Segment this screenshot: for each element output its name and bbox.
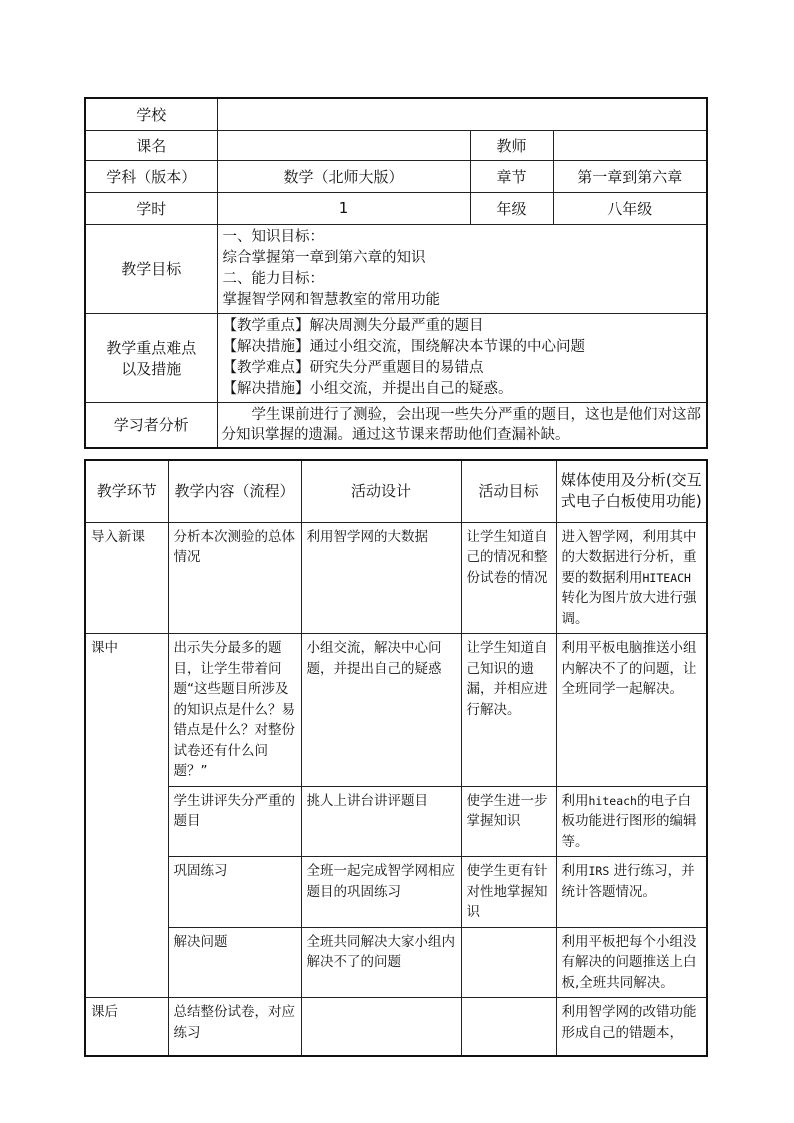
analysis-text: 学生课前进行了测验，会出现一些失分严重的题目，这也是他们对这部分知识掌握的遗漏。通过这节课来帮助他们查漏补缺。 — [221, 406, 701, 443]
keypoint-line: 【教学重点】解决周测失分最严重的题目 — [222, 317, 484, 334]
goal-line: 一、知识目标： — [222, 228, 324, 245]
media-text: 的电子白板功能进行图形的编辑等。 — [561, 792, 697, 850]
goals-content — [217, 224, 707, 313]
process-row-review — [85, 786, 707, 857]
keypoints-row — [85, 313, 707, 402]
content-cell: 总结整份试卷，对应练习 — [168, 998, 301, 1056]
goal-cell: 让学生知道自己知识的遗漏，并相应进行解决。 — [461, 634, 556, 787]
design-cell: 挑人上讲台讲评题目 — [301, 786, 461, 857]
stage-cell: 课中 — [85, 634, 168, 998]
design-cell: 利用智学网的大数据 — [301, 522, 461, 634]
media-cell — [556, 857, 707, 928]
goal-cell: 使学生进一步掌握知识 — [461, 786, 556, 857]
stage-cell: 导入新课 — [85, 522, 168, 634]
media-text: 利用平板把每个小组没有解决的问题推送上白板,全班共同解决。 — [561, 933, 697, 991]
keypoint-line: 【教学难点】研究失分严重题目的易错点 — [222, 359, 484, 376]
media-text: 利用平板电脑推送小组内解决不了的问题，让全班同学一起解决。 — [561, 640, 697, 697]
header-stage: 教学环节 — [85, 460, 168, 522]
design-cell: 全班一起完成智学网相应题目的巩固练习 — [301, 857, 461, 928]
media-text: 利用 — [561, 792, 589, 809]
teacher-value — [553, 130, 707, 160]
media-text: 转化为图片放大进行强调。 — [561, 590, 697, 627]
goals-label: 教学目标 — [85, 224, 217, 313]
grade-value: 八年级 — [553, 192, 707, 224]
media-text: 进入智学网，利用其中的大数据进行分析，重要的数据利用 — [561, 528, 697, 586]
design-cell: 小组交流，解决中心问题，并提出自己的疑惑 — [301, 634, 461, 787]
subject-row — [85, 160, 707, 192]
content-cell: 巩固练习 — [168, 857, 301, 928]
media-text: 进行练习，并统计答题情况。 — [561, 863, 695, 900]
media-cell — [556, 786, 707, 857]
header-goal: 活动目标 — [461, 460, 556, 522]
goals-row — [85, 224, 707, 313]
chapter-label: 章节 — [470, 160, 553, 192]
keypoints-label-line: 教学重点难点 — [106, 338, 197, 357]
teaching-process-table — [84, 459, 708, 1057]
media-tool: HITEACH — [642, 570, 691, 585]
content-cell: 学生讲评失分严重的题目 — [168, 786, 301, 857]
design-cell — [301, 998, 461, 1056]
keypoints-label-line: 以及措施 — [121, 359, 182, 378]
media-cell — [556, 998, 707, 1056]
media-cell — [556, 522, 707, 634]
hours-label: 学时 — [85, 192, 217, 224]
grade-label: 年级 — [470, 192, 553, 224]
keypoint-line: 【解决措施】通过小组交流，围绕解决本节课的中心问题 — [222, 338, 585, 355]
lesson-info-table — [84, 97, 708, 449]
goal-cell: 使学生更有针对性地掌握知识 — [461, 857, 556, 928]
subject-value: 数学（北师大版） — [217, 160, 470, 192]
goal-line: 二、能力目标： — [222, 270, 324, 287]
analysis-label: 学习者分析 — [85, 402, 217, 448]
header-media: 媒体使用及分析(交互式电子白板使用功能) — [556, 460, 707, 522]
header-design: 活动设计 — [301, 460, 461, 522]
goal-cell — [461, 998, 556, 1056]
goal-cell — [461, 927, 556, 998]
analysis-row — [85, 402, 707, 448]
school-label: 学校 — [85, 98, 217, 130]
media-text: 利用 — [561, 863, 589, 879]
process-row-practice — [85, 857, 707, 928]
analysis-content — [217, 402, 707, 448]
hours-value: 1 — [217, 192, 470, 224]
school-row — [85, 98, 707, 130]
header-content: 教学内容（流程） — [168, 460, 301, 522]
stage-cell: 课后 — [85, 998, 168, 1056]
subject-label: 学科（版本） — [85, 160, 217, 192]
process-row-intro — [85, 522, 707, 634]
school-value — [217, 98, 707, 130]
media-cell — [556, 634, 707, 787]
chapter-value: 第一章到第六章 — [553, 160, 707, 192]
course-value — [217, 130, 470, 160]
course-label: 课名 — [85, 130, 217, 160]
process-row-solve — [85, 927, 707, 998]
course-row — [85, 130, 707, 160]
process-header-row — [85, 460, 707, 522]
content-cell: 解决问题 — [168, 927, 301, 998]
content-cell: 出示失分最多的题目，让学生带着问题“这些题目所涉及的知识点是什么？易错点是什么？对整份试卷还有什么问题？” — [168, 634, 301, 787]
keypoints-content — [217, 313, 707, 402]
hours-row — [85, 192, 707, 224]
media-tool: hiteach — [588, 793, 637, 808]
keypoints-label — [85, 313, 217, 402]
process-row-after — [85, 998, 707, 1056]
media-tool: IRS — [588, 864, 610, 878]
goal-line: 掌握智学网和智慧教室的常用功能 — [222, 291, 440, 308]
keypoint-line: 【解决措施】小组交流，并提出自己的疑惑。 — [222, 380, 513, 397]
goal-line: 综合掌握第一章到第六章的知识 — [222, 249, 426, 266]
process-row-main — [85, 634, 707, 787]
teacher-label: 教师 — [470, 130, 553, 160]
media-text: 利用智学网的改错功能形成自己的错题本， — [561, 1004, 697, 1041]
media-cell — [556, 927, 707, 998]
content-cell: 分析本次测验的总体情况 — [168, 522, 301, 634]
design-cell: 全班共同解决大家小组内解决不了的问题 — [301, 927, 461, 998]
goal-cell: 让学生知道自己的情况和整份试卷的情况 — [461, 522, 556, 634]
